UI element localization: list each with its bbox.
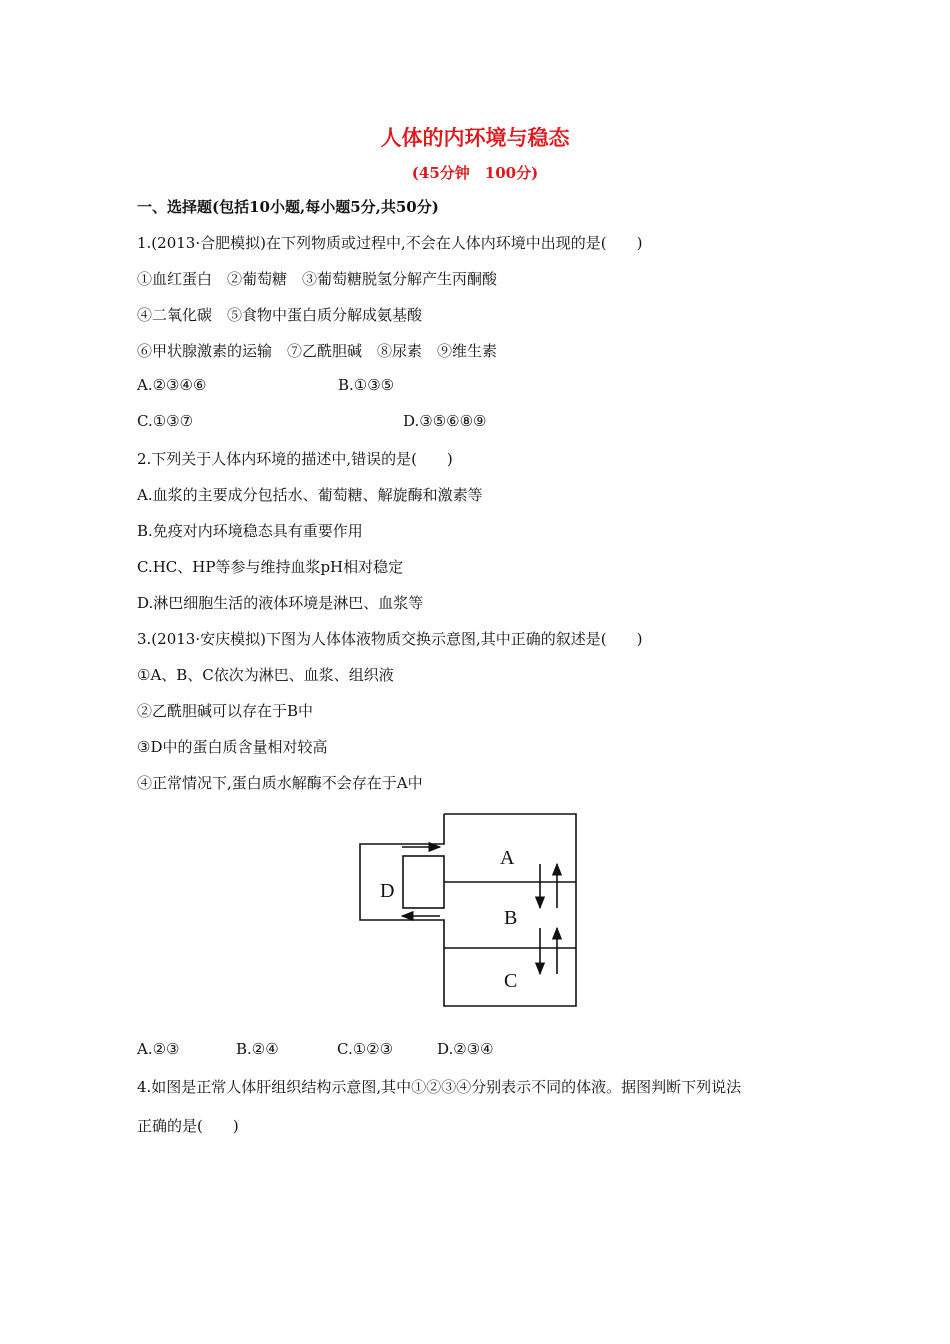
label-c: C: [504, 970, 518, 992]
q3-stem: 3.(2013·安庆模拟)下图为人体体液物质交换示意图,其中正确的叙述是( ): [137, 630, 643, 648]
q3-statement-4: ④正常情况下,蛋白质水解酶不会存在于A中: [137, 774, 423, 792]
q2-option-d: D.淋巴细胞生活的液体环境是淋巴、血浆等: [137, 594, 424, 612]
q3-option-d: D.②③④: [437, 1040, 494, 1058]
q3-statement-2: ②乙酰胆碱可以存在于B中: [137, 702, 314, 720]
q3-statement-3: ③D中的蛋白质含量相对较高: [137, 738, 328, 756]
section-heading: 一、选择题(包括10小题,每小题5分,共50分): [137, 198, 439, 216]
q2-option-a: A.血浆的主要成分包括水、葡萄糖、解旋酶和激素等: [137, 486, 483, 504]
q3-option-c: C.①②③: [337, 1040, 394, 1058]
q3-option-a: A.②③: [137, 1040, 180, 1058]
q1-option-c: C.①③⑦: [137, 412, 194, 430]
q1-items-line3: ⑥甲状腺激素的运输 ⑦乙酰胆碱 ⑧尿素 ⑨维生素: [137, 342, 498, 360]
page-title: 人体的内环境与稳态: [380, 126, 570, 150]
q1-items-line2: ④二氧化碳 ⑤食物中蛋白质分解成氨基酸: [137, 306, 423, 324]
q1-option-d: D.③⑤⑥⑧⑨: [403, 412, 487, 430]
q2-stem: 2.下列关于人体内环境的描述中,错误的是( ): [137, 450, 453, 468]
q1-items-line1: ①血红蛋白 ②葡萄糖 ③葡萄糖脱氢分解产生丙酮酸: [137, 270, 498, 288]
q4-stem-line2: 正确的是( ): [137, 1117, 239, 1135]
q3-option-b: B.②④: [236, 1040, 279, 1058]
q3-statement-1: ①A、B、C依次为淋巴、血浆、组织液: [137, 666, 394, 684]
page-subtitle: (45分钟 100分): [411, 164, 539, 182]
diagram-outer-border: [360, 814, 576, 1006]
q1-stem: 1.(2013·合肥模拟)在下列物质或过程中,不会在人体内环境中出现的是( ): [137, 234, 643, 252]
body-fluid-exchange-diagram: [358, 812, 582, 1010]
q2-option-c: C.HC、HP等参与维持血浆pH相对稳定: [137, 558, 404, 576]
q2-option-b: B.免疫对内环境稳态具有重要作用: [137, 522, 363, 540]
label-d: D: [380, 880, 395, 902]
q4-stem-line1: 4.如图是正常人体肝组织结构示意图,其中①②③④分别表示不同的体液。据图判断下列说法: [137, 1078, 742, 1096]
compartment-d-box: [403, 856, 444, 908]
q1-option-b: B.①③⑤: [338, 376, 395, 394]
label-b: B: [504, 907, 518, 929]
label-a: A: [500, 847, 515, 869]
diagram-outline: [360, 814, 576, 1006]
q1-option-a: A.②③④⑥: [137, 376, 207, 394]
